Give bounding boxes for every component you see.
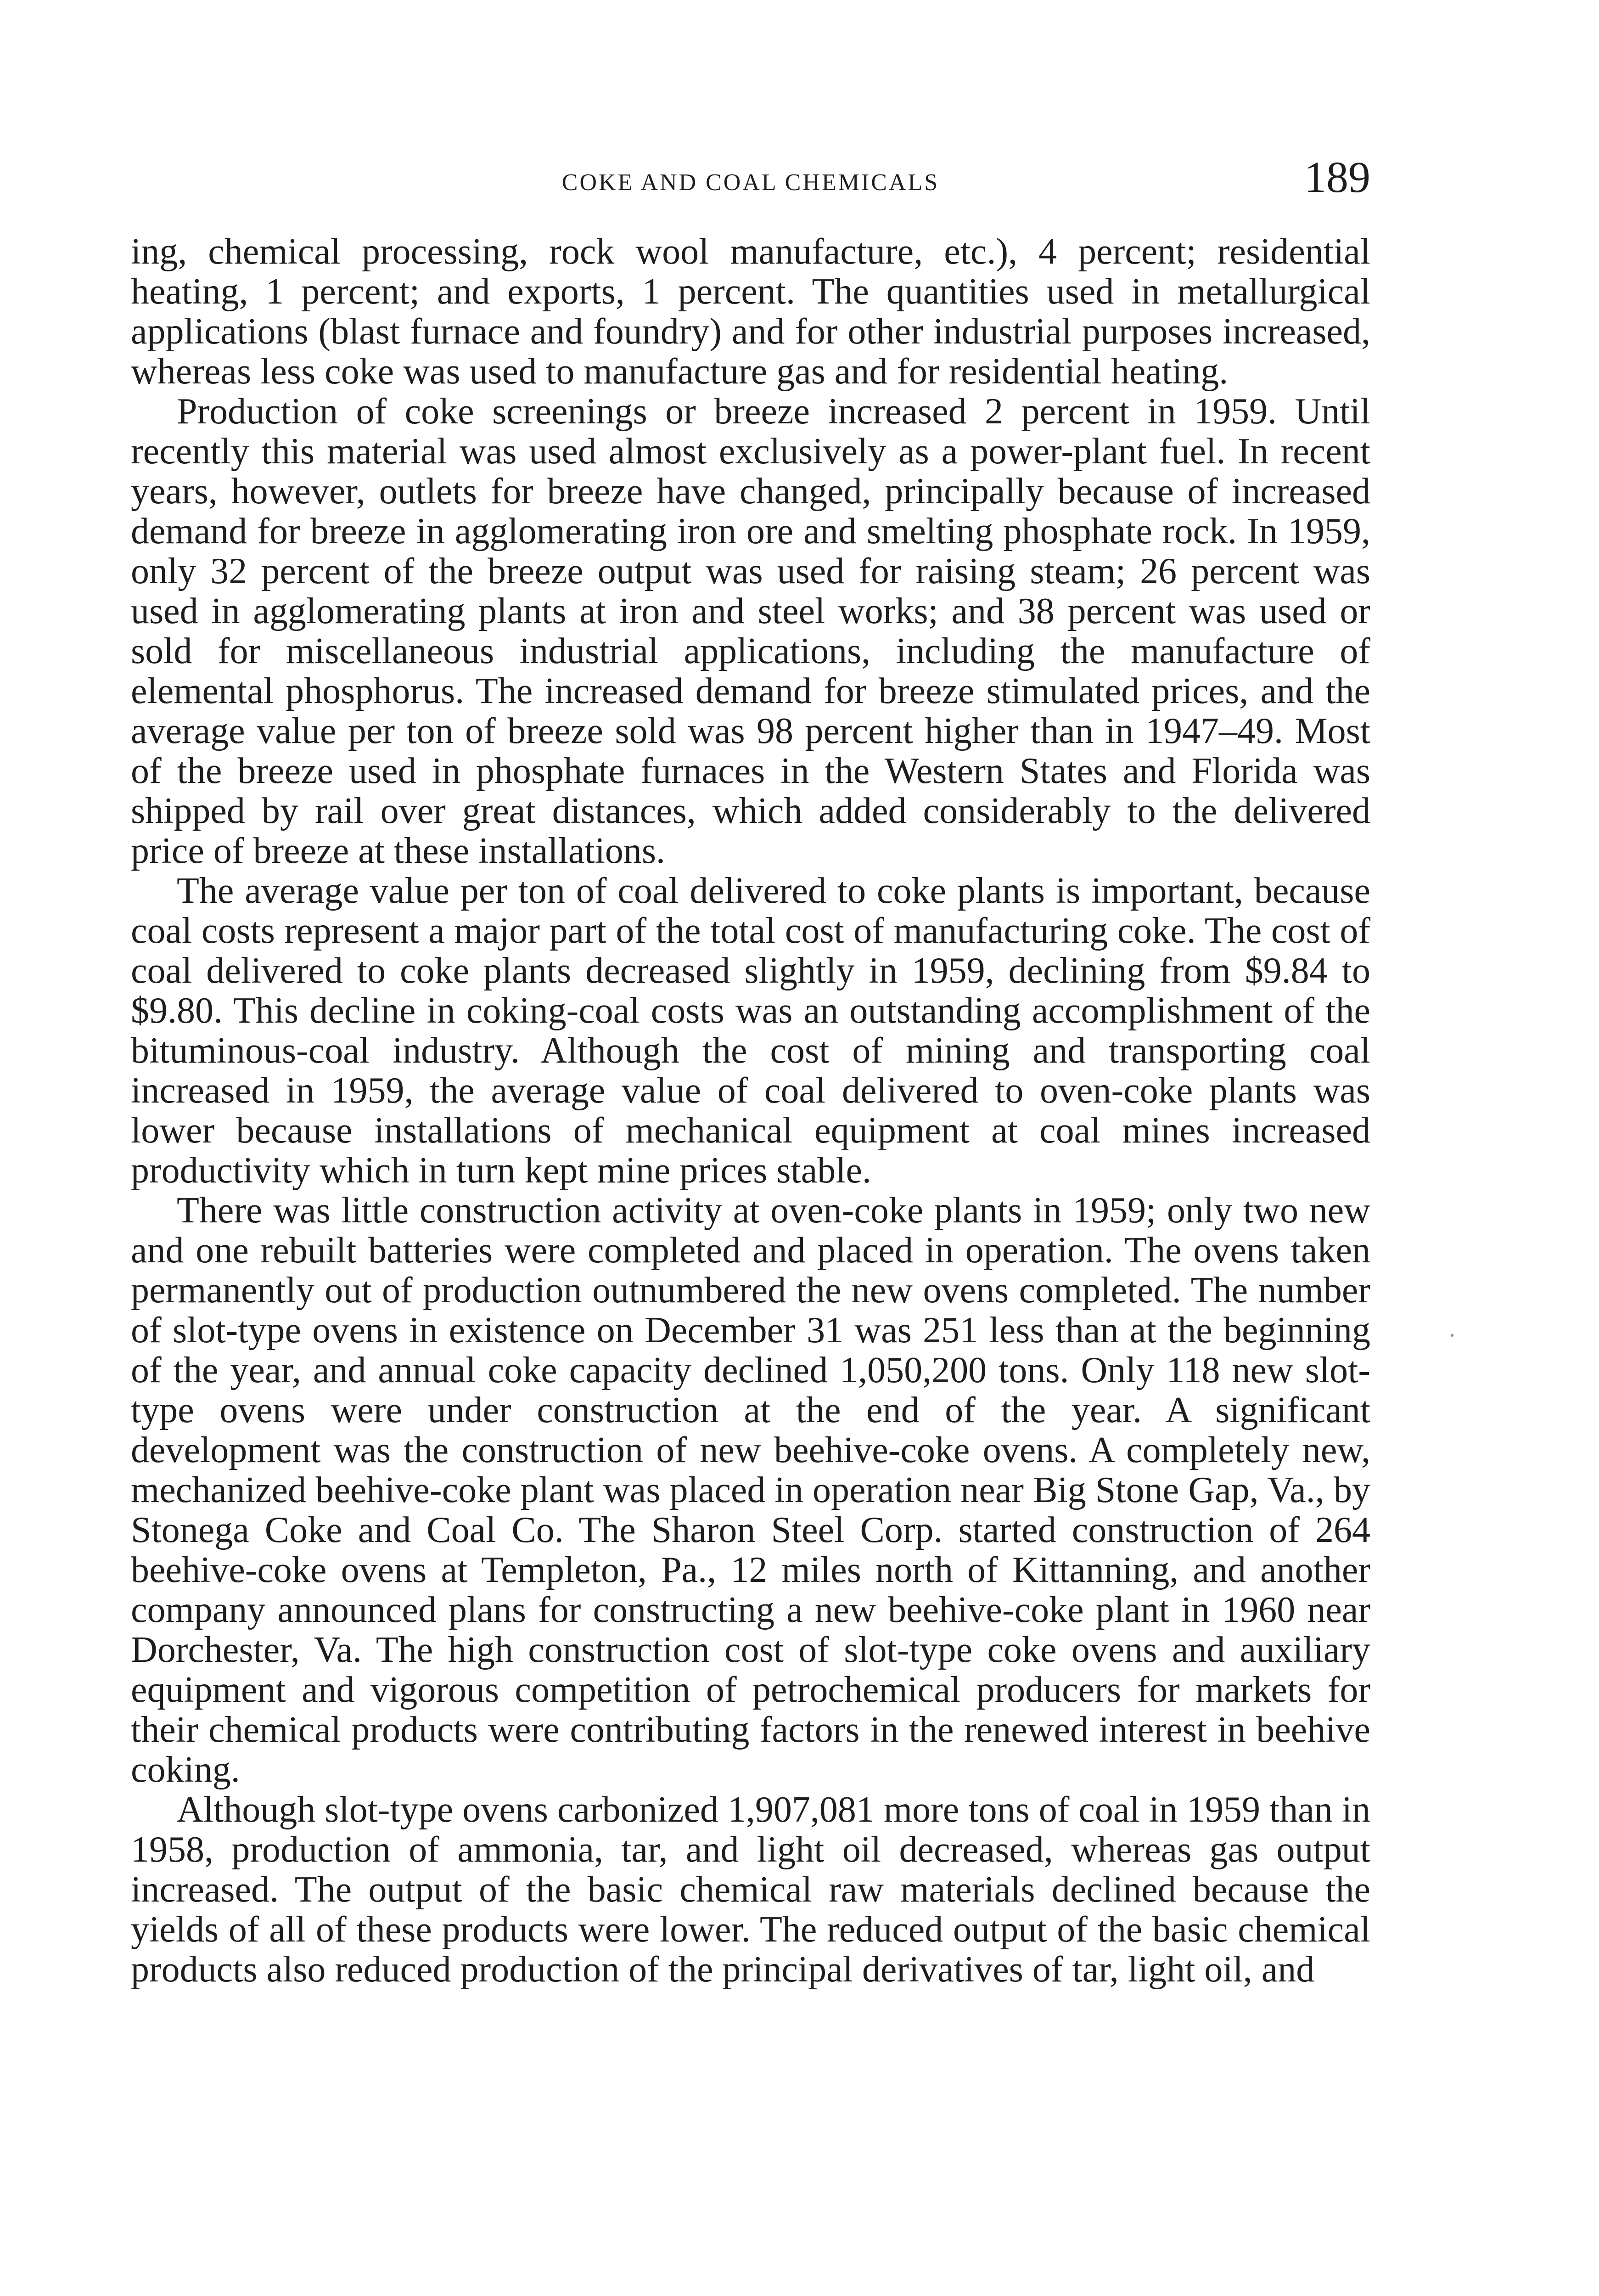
page-number: 189 xyxy=(1304,152,1370,202)
body-text xyxy=(131,232,1370,1990)
paragraph-continued: ing, chemical processing, rock wool manufacture, etc.), 4 percent; residential heating, 1 percent; and exports, 1 percent. The quantities used in metallurgical applications (blast furnace and foundry) and for other industrial purposes increased, whereas less coke was used to manufacture gas and for residential heating. xyxy=(131,231,1370,392)
paragraph-chemical-output: Although slot-type ovens carbonized 1,907,081 more tons of coal in 1959 than in 1958, production of ammonia, tar, and light oil decreased, whereas gas output increased. The output of the basic chemical raw materials declined because the yields of all of these products were lower. The reduced output of the basic chemical products also reduced production of the principal derivatives of tar, light oil, and xyxy=(131,1790,1370,1990)
scan-speck xyxy=(1451,1334,1453,1337)
paragraph-construction: There was little construction activity at oven-coke plants in 1959; only two new and one rebuilt batteries were completed and placed in operation. The ovens taken permanently out of production outnumbered the new ovens completed. The number of slot-type ovens in existence on December 31 was 251 less than at the beginning of the year, and annual coke capacity declined 1,050,200 tons. Only 118 new slot-type ovens were under construction at the end of the year. A significant development was the construction of new beehive-coke ovens. A completely new, mechanized beehive-coke plant was placed in operation near Big Stone Gap, Va., by Stonega Coke and Coal Co. The Sharon Steel Corp. started construction of 264 beehive-coke ovens at Templeton, Pa., 12 miles north of Kittanning, and another company announced plans for constructing a new beehive-coke plant in 1960 near Dorchester, Va. The high construction cost of slot-type coke ovens and auxiliary equipment and vigorous competition of petrochemical producers for markets for their chemical products were contributing factors in the renewed interest in beehive coking. xyxy=(131,1190,1370,1790)
paragraph-coal-cost: The average value per ton of coal delivered to coke plants is important, because coal costs represent a major part of the total cost of manufacturing coke. The cost of coal delivered to coke plants decreased slightly in 1959, declining from $9.84 to $9.80. This decline in coking-coal costs was an outstanding accomplishment of the bituminous-coal industry. Although the cost of mining and transporting coal increased in 1959, the average value of coal delivered to oven-coke plants was lower because installations of mechanical equipment at coal mines increased productivity which in turn kept mine prices stable. xyxy=(131,871,1370,1191)
running-header xyxy=(131,152,1370,202)
running-title: COKE AND COAL CHEMICALS xyxy=(561,169,940,196)
paragraph-coke-breeze: Production of coke screenings or breeze increased 2 percent in 1959. Until recently this material was used almost exclusively as a power-plant fuel. In recent years, however, outlets for breeze have changed, principally because of increased demand for breeze in agglomerating iron ore and smelting phosphate rock. In 1959, only 32 percent of the breeze output was used for raising steam; 26 percent was used in agglomerating plants at iron and steel works; and 38 percent was used or sold for miscellaneous industrial applications, including the manufacture of elemental phosphorus. The increased demand for breeze stimulated prices, and the average value per ton of breeze sold was 98 percent higher than in 1947–49. Most of the breeze used in phosphate furnaces in the Western States and Florida was shipped by rail over great distances, which added considerably to the delivered price of breeze at these installations. xyxy=(131,391,1370,871)
